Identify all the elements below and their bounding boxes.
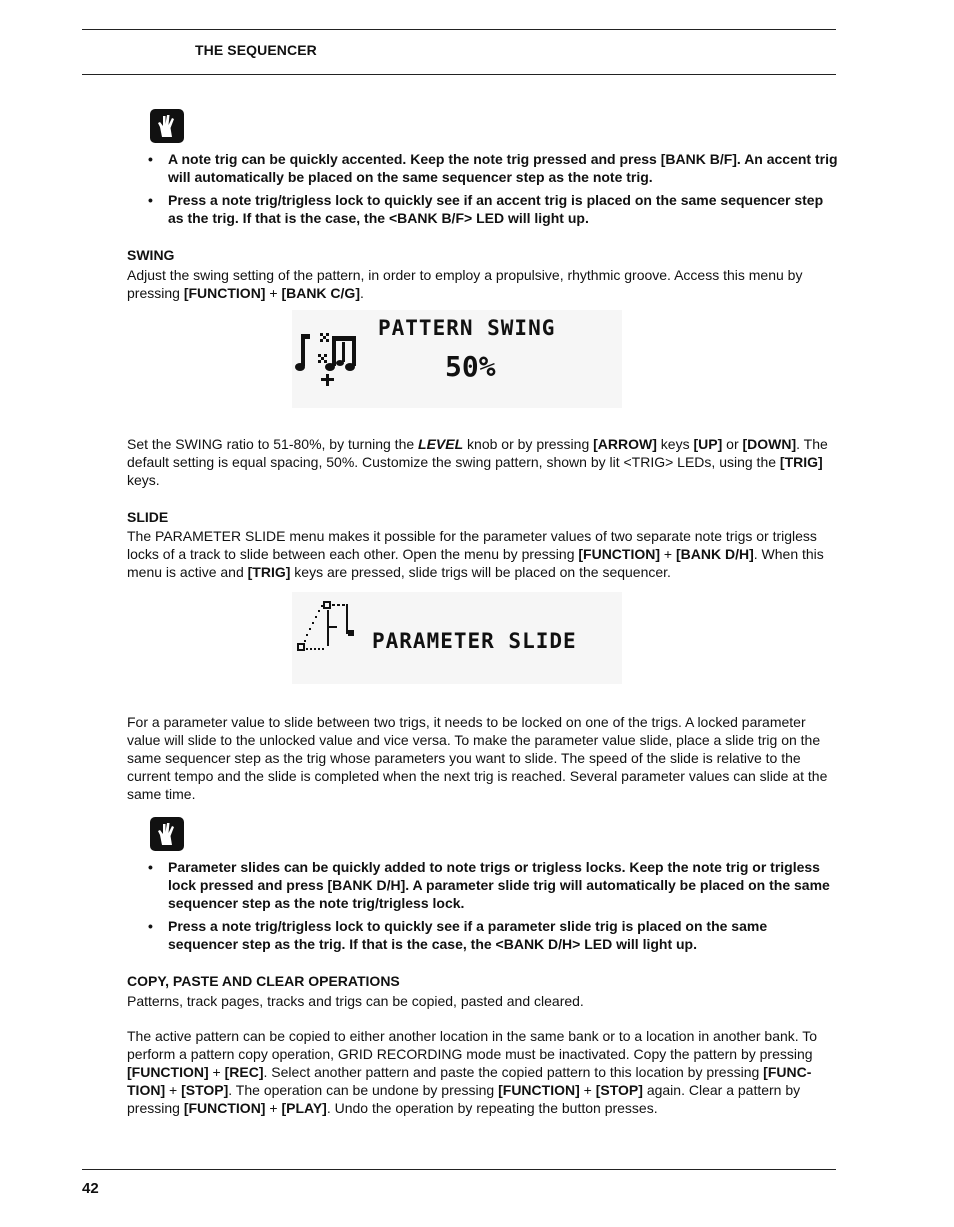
slide-screen-title: PARAMETER SLIDE (372, 629, 577, 653)
pattern-swing-screen (292, 310, 622, 408)
slide-body: For a parameter value to slide between two trigs, it needs to be locked on one of the trigs. A locked parameter value will slide to the unlocked value and vice versa. To make the parameter value slide, place a slide trig on the same sequencer step as the trig whose parameters you want to slide. The speed of the slide is relative to the current tempo and the slide is completed when the next trig is reached. Several parameter values can slide at the same time. (127, 714, 828, 802)
tip1-bullet-list (148, 150, 840, 232)
parameter-slide-screen (292, 592, 622, 684)
list-item: • Parameter slides can be quickly added to note trigs or trigless locks. Keep the note trig or trigless lock pressed and press [BANK D/H]. A parameter slide trig will automatically be placed on the same sequencer step as the note trig/trigless lock. (148, 859, 830, 911)
section-title: THE SEQUENCER (195, 42, 317, 58)
header-bottom-rule (82, 74, 836, 75)
tip2-bullet-list (148, 858, 840, 958)
hand-icon (150, 109, 184, 143)
hand-icon (150, 817, 184, 851)
copy-heading: COPY, PASTE AND CLEAR OPERATIONS (127, 973, 400, 989)
copy-intro: Patterns, track pages, tracks and trigs can be copied, pasted and cleared. (127, 993, 584, 1009)
swing-body: Set the SWING ratio to 51-80%, by turning the LEVEL knob or by pressing [ARROW] keys [UP] or [DOWN]. The default setting is equal spacing, 50%. Customize the swing pattern, shown by lit <TRIG> LEDs, using the [TRIG] keys. (127, 436, 828, 488)
footer-rule (82, 1169, 836, 1170)
swing-screen-title: PATTERN SWING (378, 316, 556, 340)
list-item: • Press a note trig/trigless lock to quickly see if an accent trig is placed on the same sequencer step as the trig. If that is the case, the <BANK B/F> LED will light up. (148, 192, 824, 226)
swing-heading: SWING (127, 247, 175, 263)
slide-intro: The PARAMETER SLIDE menu makes it possible for the parameter values of two separate note trigs or trigless locks of a track to slide between each other. Open the menu by pressing [FUNCTION] + [BANK D/H]. When this menu is active and [TRIG] keys are pressed, slide trigs will be placed on the sequencer. (127, 528, 824, 580)
copy-body: The active pattern can be copied to either another location in the same bank or to a location in another bank. To perform a pattern copy operation, GRID RECORDING mode must be inactivated. Copy the pattern by pressing [FUNCTION] + [REC]. Select another pattern and paste the copied pattern to this location by pressing [FUNC-TION] + [STOP]. The operation can be undone by pressing [FUNCTION] + [STOP] again. Clear a pattern by pressing [FUNCTION] + [PLAY]. Undo the operation by repeating the button presses. (127, 1028, 818, 1116)
slide-heading: SLIDE (127, 509, 169, 525)
header-top-rule (82, 29, 836, 30)
swing-intro: Adjust the swing setting of the pattern, in order to employ a propulsive, rhythmic groove. Access this menu by pressing [FUNCTION] + [BANK C/G]. (127, 267, 803, 301)
list-item: • A note trig can be quickly accented. Keep the note trig pressed and press [BANK B/F]. An accent trig will automatically be placed on the same sequencer step as the note trig. (148, 151, 838, 185)
swing-notes-icon (294, 324, 366, 388)
slide-curve-icon (296, 600, 360, 656)
list-item: • Press a note trig/trigless lock to quickly see if a parameter slide trig is placed on the same sequencer step as the trig. If that is the case, the <BANK D/H> LED will light up. (148, 918, 768, 952)
page-number: 42 (82, 1180, 99, 1197)
swing-screen-value: 50% (445, 350, 496, 383)
